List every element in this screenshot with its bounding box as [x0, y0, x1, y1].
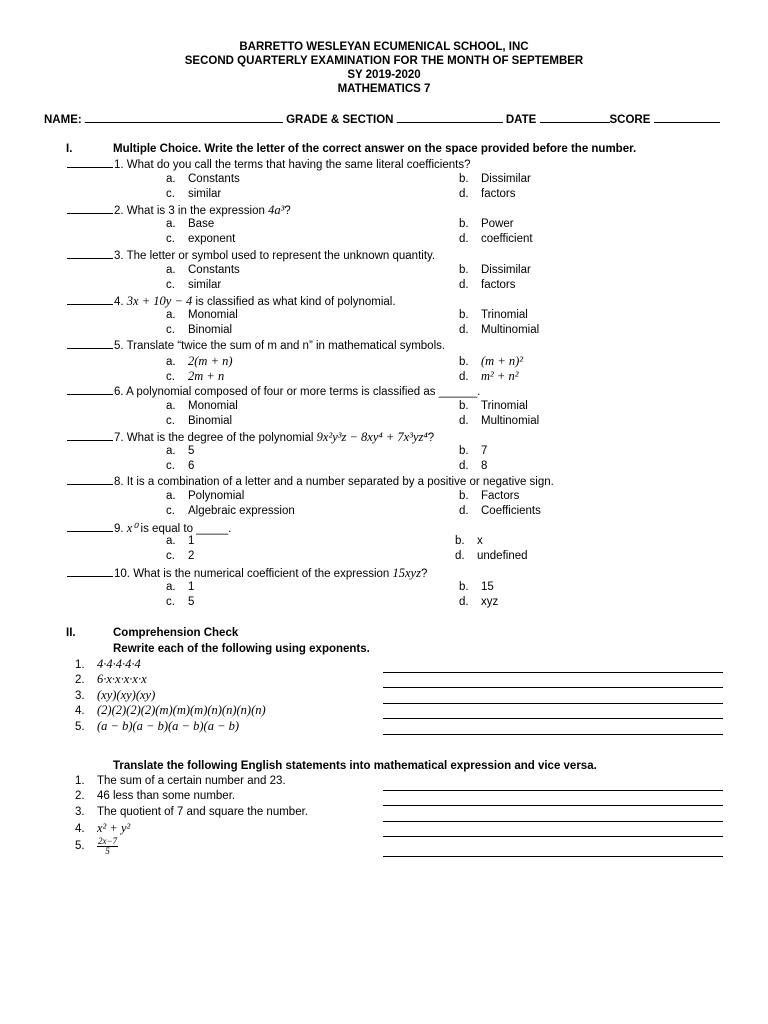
option-letter: b. — [459, 218, 469, 231]
question-text: What is the degree of the polynomial — [126, 431, 317, 444]
fraction-numerator: 2x−7 — [98, 835, 118, 846]
answer-line[interactable] — [383, 672, 723, 673]
item-number: 3. — [75, 689, 85, 702]
question-number: 5. — [114, 340, 127, 353]
option-d — [459, 324, 539, 336]
option-letter: d. — [459, 459, 469, 472]
question-number: 3. — [114, 249, 127, 262]
exam-title: SECOND QUARTERLY EXAMINATION FOR THE MONTH OF SEPTEMBER — [184, 55, 584, 67]
option-letter: c. — [166, 233, 175, 246]
option-letter: a. — [166, 490, 176, 503]
item-number: 1. — [75, 659, 85, 671]
option-b — [459, 581, 494, 593]
answer-line[interactable] — [383, 790, 723, 791]
option-letter: d. — [459, 233, 469, 246]
option-b — [459, 445, 487, 457]
option-c — [166, 324, 232, 336]
option-c — [166, 369, 224, 384]
option-text: 5 — [188, 595, 195, 608]
option-letter: b. — [459, 490, 469, 503]
option-d — [459, 188, 516, 200]
option-c — [166, 188, 221, 200]
option-letter: a. — [166, 399, 176, 412]
option-letter: b. — [459, 580, 469, 593]
option-text: similar — [188, 278, 222, 291]
section-1-instructions: Multiple Choice. Write the letter of the correct answer on the space provided before the number. — [113, 143, 637, 155]
option-text: Constants — [188, 263, 240, 276]
option-letter: b. — [459, 263, 469, 276]
question-text: What do you call the terms that having the same literal coefficients? — [126, 159, 471, 171]
question-number: 1. — [114, 159, 127, 171]
name-blank[interactable] — [85, 113, 283, 123]
option-text: Multinomial — [481, 414, 540, 427]
question-number: 2. — [114, 205, 127, 218]
option-a — [166, 490, 244, 502]
option-letter: d. — [459, 505, 469, 518]
option-text: undefined — [477, 550, 528, 563]
question-number: 10. — [114, 567, 134, 580]
question-math: 4a³ — [268, 203, 285, 218]
option-text: Coefficients — [481, 505, 541, 518]
question-text-after: is equal to _____. — [137, 523, 232, 536]
option-c — [166, 596, 194, 608]
option-b — [459, 264, 531, 276]
option-text: Binomial — [188, 323, 233, 336]
option-letter: d. — [459, 371, 469, 384]
option-d — [459, 596, 498, 608]
option-letter: c. — [166, 188, 175, 200]
answer-line[interactable] — [383, 703, 723, 704]
option-letter: d. — [459, 278, 469, 291]
option-text: Base — [188, 218, 215, 231]
question-7 — [67, 430, 434, 445]
option-letter: a. — [166, 308, 176, 321]
question-text-after: ? — [427, 431, 435, 444]
question-6 — [67, 385, 480, 398]
option-c — [166, 279, 221, 291]
item-text: 46 less than some number. — [97, 790, 236, 803]
option-c — [166, 415, 232, 427]
option-text: factors — [481, 278, 516, 291]
translate-item-4 — [75, 821, 130, 836]
item-expression: (2)(2)(2)(2)(m)(m)(m)(n)(n)(n)(n) — [97, 703, 266, 718]
school-year: SY 2019-2020 — [347, 69, 421, 81]
option-b — [459, 309, 528, 321]
question-number: 8. — [114, 476, 127, 489]
answer-blank[interactable] — [67, 339, 113, 349]
item-number: 4. — [75, 705, 85, 718]
option-letter: a. — [166, 580, 176, 593]
item-fraction — [97, 837, 118, 856]
option-letter: b. — [459, 356, 469, 369]
option-d — [455, 550, 528, 562]
option-b — [459, 490, 519, 502]
question-number: 7. — [114, 431, 127, 444]
translate-item-2 — [75, 790, 235, 802]
answer-blank[interactable] — [67, 158, 113, 168]
option-letter: a. — [166, 263, 176, 276]
question-2 — [67, 203, 291, 218]
question-1 — [67, 158, 470, 171]
option-a — [166, 581, 194, 593]
section-2-title: Comprehension Check — [113, 627, 239, 639]
question-3 — [67, 249, 435, 262]
answer-blank[interactable] — [67, 522, 113, 532]
question-number: 6. — [114, 385, 127, 398]
option-a — [166, 173, 240, 185]
option-letter: a. — [166, 444, 176, 457]
question-text-after: ? — [284, 205, 291, 218]
answer-line[interactable] — [383, 734, 723, 735]
score-blank[interactable] — [654, 113, 720, 123]
option-a — [166, 354, 233, 369]
option-letter: c. — [166, 278, 175, 291]
option-d — [459, 369, 518, 384]
item-number: 5. — [75, 720, 85, 733]
translate-item-1 — [75, 775, 286, 787]
answer-blank[interactable] — [67, 295, 113, 305]
option-text: 5 — [188, 444, 195, 457]
item-math: x² + y² — [97, 821, 131, 836]
option-text: 1 — [188, 535, 195, 548]
question-text: What is 3 in the expression — [126, 205, 269, 218]
question-9 — [67, 520, 231, 536]
question-10 — [67, 566, 427, 581]
question-text: The letter or symbol used to represent the unknown quantity. — [126, 249, 436, 262]
option-c — [166, 233, 235, 245]
option-d — [459, 415, 539, 427]
option-c — [166, 460, 194, 472]
item-number: 1. — [75, 775, 85, 787]
school-name: BARRETTO WESLEYAN ECUMENICAL SCHOOL, INC — [239, 41, 529, 53]
option-text: Monomial — [188, 399, 238, 412]
question-4 — [67, 294, 396, 309]
option-text: Monomial — [188, 308, 238, 321]
option-c — [166, 505, 295, 517]
answer-line[interactable] — [383, 821, 723, 822]
option-text: Algebraic expression — [188, 505, 295, 518]
option-text: 2 — [188, 550, 195, 563]
translate-item-5 — [75, 837, 118, 856]
option-letter: d. — [459, 595, 469, 608]
question-text: What is the numerical coefficient of the expression — [133, 567, 393, 580]
item-expression: 6∙x∙x∙x∙x∙x — [97, 672, 147, 687]
option-text: 6 — [188, 459, 195, 472]
subject-title: MATHEMATICS 7 — [337, 83, 431, 95]
question-math: 3x + 10y − 4 — [126, 293, 193, 308]
option-a — [166, 535, 194, 547]
question-text: Translate “twice the sum of m and n” in mathematical symbols. — [126, 340, 446, 353]
option-letter: a. — [166, 218, 176, 231]
option-text: 1 — [188, 580, 195, 593]
option-text: Polynomial — [188, 490, 245, 503]
question-8 — [67, 475, 554, 488]
translate-title: Translate the following English statements into mathematical expression and vice versa. — [113, 760, 597, 772]
option-letter: b. — [459, 173, 469, 185]
option-text: Dissimilar — [481, 263, 531, 276]
option-letter: c. — [166, 505, 175, 518]
option-letter: d. — [459, 323, 469, 336]
option-text: x — [477, 535, 483, 548]
option-b — [459, 173, 531, 185]
option-letter: b. — [459, 308, 469, 321]
answer-blank[interactable] — [67, 431, 113, 441]
question-5 — [67, 339, 445, 352]
option-letter: d. — [459, 414, 469, 427]
option-letter: b. — [455, 535, 465, 548]
item-expression: (xy)(xy)(xy) — [97, 687, 156, 702]
score-label: SCORE — [609, 114, 651, 126]
item-number: 4. — [75, 823, 85, 836]
option-text: xyz — [481, 595, 499, 608]
item-number: 5. — [75, 840, 85, 853]
option-a — [166, 218, 214, 230]
answer-blank[interactable] — [67, 385, 113, 395]
option-b — [455, 535, 483, 547]
option-text: Multinomial — [481, 323, 540, 336]
option-text: 2m + n — [188, 369, 225, 384]
option-letter: c. — [166, 371, 175, 384]
exponent-item-3 — [75, 688, 155, 703]
question-math: 9x²y³z − 8xy⁴ + 7x³yz⁴ — [316, 429, 428, 444]
option-letter: a. — [166, 535, 176, 548]
option-letter: c. — [166, 550, 175, 563]
option-d — [459, 460, 487, 472]
answer-line[interactable] — [383, 856, 723, 857]
option-a — [166, 400, 238, 412]
option-text: Factors — [481, 490, 520, 503]
option-letter: c. — [166, 459, 175, 472]
option-text: Dissimilar — [481, 173, 531, 185]
fraction-denominator: 5 — [105, 845, 110, 856]
grade-label: GRADE & SECTION — [286, 114, 394, 126]
question-text-after: is classified as what kind of polynomial. — [192, 295, 396, 308]
answer-blank[interactable] — [67, 475, 113, 485]
section-2-subtitle: Rewrite each of the following using exponents. — [113, 643, 370, 655]
question-math: 15xyz — [392, 565, 421, 580]
exponent-item-1 — [75, 657, 141, 672]
question-text: A polynomial composed of four or more terms is classified as ______. — [126, 385, 481, 398]
answer-line[interactable] — [383, 687, 723, 688]
option-text: 15 — [481, 580, 494, 593]
answer-line[interactable] — [383, 805, 723, 806]
option-letter: d. — [455, 550, 465, 563]
option-text: m² + n² — [481, 369, 519, 384]
option-text: Power — [481, 218, 514, 231]
exponent-item-5 — [75, 719, 239, 734]
option-letter: a. — [166, 356, 176, 369]
option-text: Trinomial — [481, 308, 528, 321]
item-text: The quotient of 7 and square the number. — [97, 805, 308, 818]
item-number: 2. — [75, 674, 85, 687]
option-b — [459, 354, 523, 369]
section-1-number: I. — [66, 143, 73, 155]
option-a — [166, 445, 194, 457]
option-d — [459, 279, 516, 291]
answer-line[interactable] — [383, 836, 723, 837]
option-a — [166, 264, 240, 276]
exponent-item-4 — [75, 703, 266, 718]
grade-blank[interactable] — [397, 113, 503, 123]
item-text: The sum of a certain number and 23. — [97, 775, 286, 787]
option-letter: d. — [459, 188, 469, 200]
date-label: DATE — [505, 114, 537, 126]
item-expression: 4∙4∙4∙4∙4 — [97, 657, 141, 671]
option-c — [166, 550, 194, 562]
option-letter: b. — [459, 444, 469, 457]
option-letter: b. — [459, 399, 469, 412]
section-2-number: II. — [66, 627, 76, 639]
question-math: x⁰ — [126, 521, 138, 536]
option-text: similar — [188, 188, 222, 200]
question-number: 9. — [114, 523, 127, 536]
date-blank[interactable] — [540, 113, 610, 123]
answer-line[interactable] — [383, 718, 723, 719]
option-text: exponent — [188, 233, 236, 246]
answer-blank[interactable] — [67, 204, 113, 214]
option-letter: a. — [166, 173, 176, 185]
answer-blank[interactable] — [67, 567, 113, 577]
option-b — [459, 218, 514, 230]
question-text-after: ? — [420, 567, 428, 580]
option-text: Binomial — [188, 414, 233, 427]
item-number: 2. — [75, 790, 85, 803]
option-text: Trinomial — [481, 399, 528, 412]
student-info-line — [44, 113, 720, 126]
item-expression: (a − b)(a − b)(a − b)(a − b) — [97, 718, 240, 733]
option-letter: c. — [166, 323, 175, 336]
name-label: NAME: — [44, 114, 82, 126]
translate-item-3 — [75, 806, 308, 818]
option-a — [166, 309, 238, 321]
option-b — [459, 400, 528, 412]
option-d — [459, 505, 541, 517]
option-text: 2(m + n) — [188, 354, 233, 369]
option-text: Constants — [188, 173, 240, 185]
answer-blank[interactable] — [67, 249, 113, 259]
item-number: 3. — [75, 805, 85, 818]
option-letter: c. — [166, 595, 175, 608]
exponent-item-2 — [75, 672, 147, 687]
option-d — [459, 233, 533, 245]
question-number: 4. — [114, 295, 127, 308]
question-text: It is a combination of a letter and a number separated by a positive or negative sign. — [126, 476, 554, 489]
option-text: (m + n)² — [481, 354, 524, 369]
option-text: 8 — [481, 459, 488, 472]
option-text: factors — [481, 188, 516, 200]
option-text: 7 — [481, 444, 488, 457]
option-letter: c. — [166, 414, 175, 427]
option-text: coefficient — [481, 233, 533, 246]
